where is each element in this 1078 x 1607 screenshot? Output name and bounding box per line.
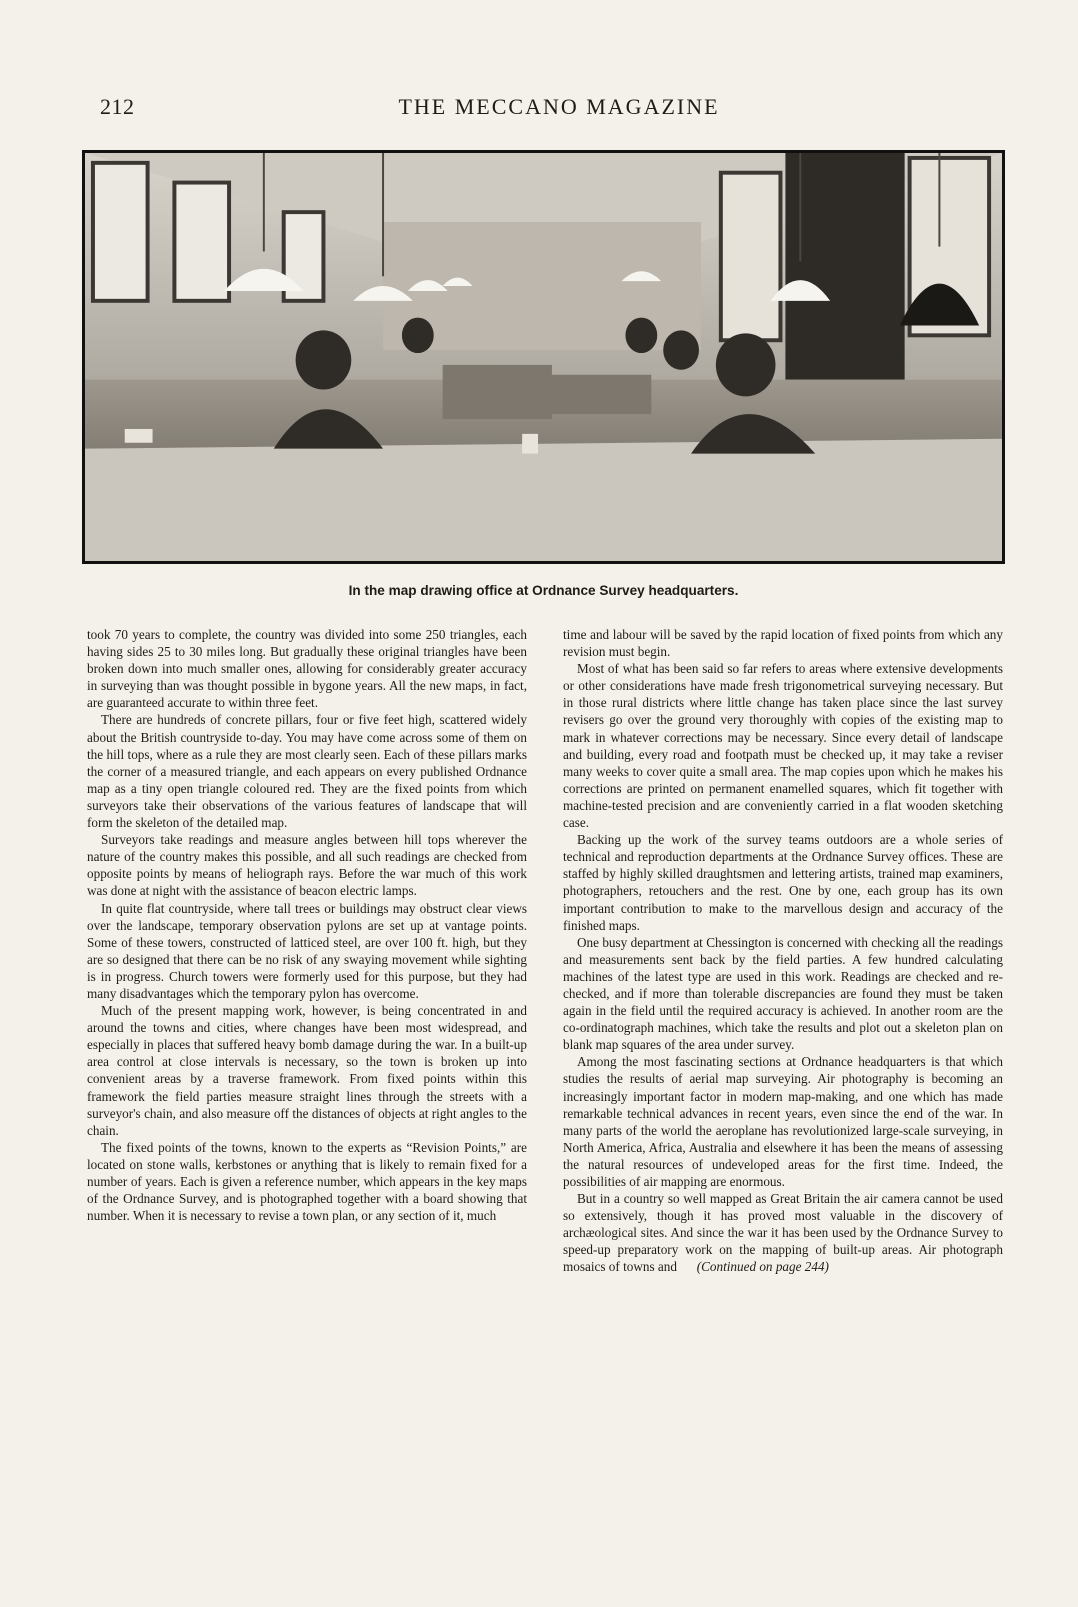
paragraph: One busy department at Chessington is concerned with checking all the readings and measurements sent back by the field parties. A few hundred calculating machines of the latest type are used in this work. Readings are checked and re-checked, and if more than tolerable discrepancies are found they must be taken again in the field until the required accuracy is achieved. In another room are the co-ordinatograph machines, which take the results and plot out a skeleton plan on blank map squares of the area under survey. [563,934,1003,1053]
paragraph: Among the most fascinating sections at Ordnance headquarters is that which studies the results of aerial map surveying. Air photography is becoming an increasingly important factor in modern map-making, and one which has made remarkable technical advances in recent years, even since the end of the war. In many parts of the world the aeroplane has revolutionized large-scale surveying, in North America, Africa, Australia and elsewhere it has been the means of assessing the natural resources of undeveloped areas for the first time. Indeed, the possibilities of air mapping are enormous. [563,1054,1003,1189]
paragraph: took 70 years to complete, the country was divided into some 250 triangles, each having sides 25 to 30 miles long. But gradually these original triangles have been broken down into much smaller ones, allowing for considerably greater accuracy in surveying than was thought possible in bygone years. All the new maps, in fact, are guaranteed accurate to within three feet. [87,627,527,711]
article-right-column [563,626,1003,1276]
paragraph-last [563,1190,1003,1275]
article-left-column [87,626,527,1224]
paragraph-text: But in a country so well mapped as Great Britain the air camera cannot be used so extensively, though it has proved most valuable in the discovery of archæological sites. And since the war it has been used by the Ordnance Survey to speed-up preparatory work on the mapping of built-up areas. Air photograph mosaics of towns and [563,1191,1003,1275]
paragraph: There are hundreds of concrete pillars, four or five feet high, scattered widely about the British countryside to-day. You may have come across some of them on the hill tops, where as a rule they are most clearly seen. Each of these pillars marks the corner of a measured triangle, and each appears on every published Ordnance map as a tiny open triangle coloured red. They are the fixed points from which surveyors take their observations of the various features of landscape that will form the skeleton of the detailed map. [87,712,527,831]
office-photo-illustration [85,153,1002,561]
office-photo [82,150,1005,564]
paragraph: time and labour will be saved by the rapid location of fixed points from which any revision must begin. [563,627,1003,660]
paragraph: Surveyors take readings and measure angles between hill tops wherever the nature of the country makes this possible, and all such readings are checked from opposite points by means of heliograph rays. Before the war much of this work was done at night with the assistance of beacon electric lamps. [87,832,527,899]
paragraph: Most of what has been said so far refers to areas where extensive developments or other considerations have made fresh trigonometrical surveying necessary. But in those rural districts where little change has taken place since the last survey revisers go over the ground very thoroughly with copies of the existing map to mark in whatever corrections may be necessary. Since every detail of landscape and building, every road and footpath must be checked up, it may take a reviser many weeks to cover quite a small area. The map copies upon which he makes his corrections are printed on permanent enamelled squares, which fit together with machine-tested precision and are conveniently carried in a flat wooden sketching case. [563,661,1003,831]
page-number: 212 [100,94,135,119]
paragraph: Much of the present mapping work, however, is being concentrated in and around the towns and cities, where changes have been most widespread, and especially in places that suffered heavy bomb damage during the war. In a built-up area control at close intervals is necessary, so the town is broken up into convenient areas by a traverse framework. From fixed points within this framework the field parties measure straight lines through the streets with a surveyor's chain, and also measure off the distances of objects at right angles to the chain. [87,1003,527,1138]
photo-caption: In the map drawing office at Ordnance Survey headquarters. [348,583,739,598]
paragraph: In quite flat countryside, where tall trees or buildings may obstruct clear views over the landscape, temporary observation pylons are set up at vantage points. Some of these towers, constructed of latticed steel, are over 100 ft. high, but they are so designed that there can be no risk of any swaying movement while sighting is in progress. Church towers were formerly used for this purpose, but they had many disadvantages which the temporary pylon has overcome. [87,900,527,1001]
paragraph: Backing up the work of the survey teams outdoors are a whole series of technical and reproduction departments at the Ordnance Survey offices. These are staffed by highly skilled draughtsmen and lettering artists, trained map examiners, photographers, retouchers and the rest. One by one, each group has its own important contribution to make to the marvellous design and accuracy of the finished maps. [563,832,1003,933]
paragraph: The fixed points of the towns, known to the experts as “Revision Points,” are located on stone walls, kerbstones or anything that is likely to remain fixed for a number of years. Each is given a reference number, which appears in the key maps of the Ordnance Survey, and is photographed together with a board showing that number. When it is necessary to revise a town plan, or any section of it, much [87,1139,527,1224]
magazine-title: THE MECCANO MAGAZINE [398,94,720,119]
continued-note: (Continued on page 244) [696,1259,829,1275]
